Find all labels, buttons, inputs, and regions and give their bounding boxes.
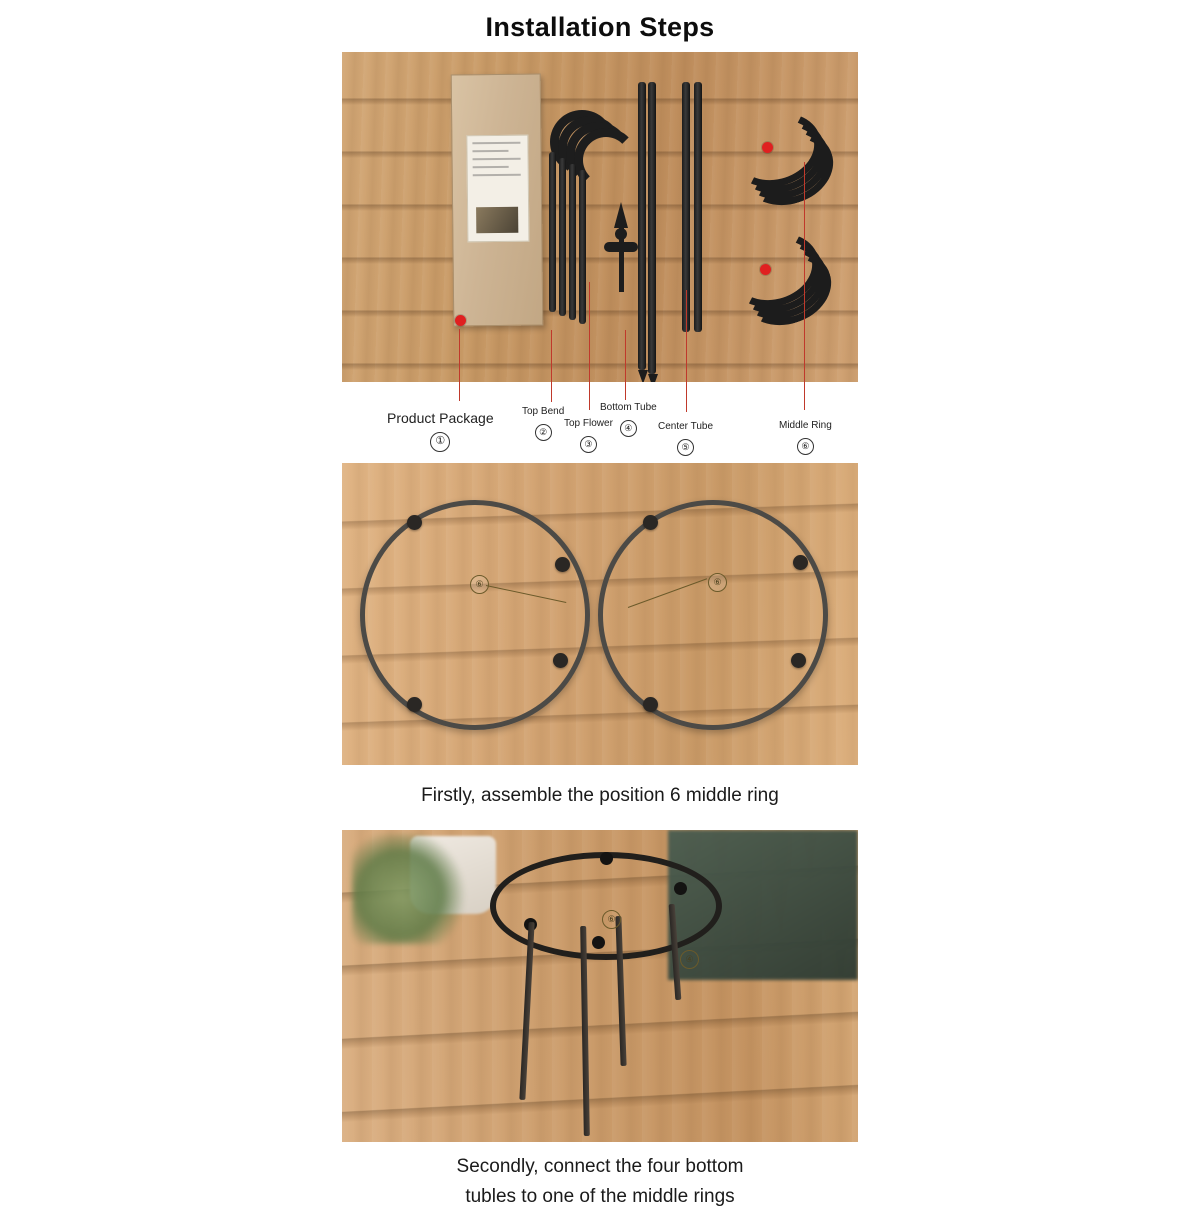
caption-step-2-line1: Secondly, connect the four bottom: [456, 1156, 744, 1177]
top-bend-shaft-4: [579, 170, 586, 324]
callout-middle-ring: Middle Ring ⑥: [779, 420, 832, 455]
caption-step-2: [0, 1152, 1200, 1213]
parts-callout-strip: [342, 382, 858, 457]
callout-product-package: Product Package ①: [387, 410, 494, 452]
ring-tag-left: ⑥: [470, 575, 489, 594]
center-tube-2: [694, 82, 702, 332]
leader-middle-ring: [804, 162, 805, 410]
bottom-tube-1: [638, 82, 646, 370]
top-bend-shaft-3: [569, 164, 576, 320]
callout-top-flower: Top Flower ③: [564, 418, 613, 453]
callout-center-tube: Center Tube ⑤: [658, 421, 713, 456]
marker-product-package: [455, 315, 466, 326]
caption-step-2-line2: tubles to one of the middle rings: [465, 1186, 735, 1208]
background-plant: [352, 834, 472, 944]
page-title: Installation Steps: [485, 12, 715, 42]
stand-tag-ring: ⑥: [602, 910, 621, 929]
wood-background: [342, 52, 858, 382]
middle-rings-photo: [342, 463, 858, 765]
ring-tag-right: ⑥: [708, 573, 727, 592]
middle-ring-right: [598, 500, 828, 730]
marker-middle-ring-top: [762, 142, 773, 153]
callout-top-bend: Top Bend ②: [522, 406, 564, 441]
top-bend-shaft-1: [549, 152, 556, 312]
top-flower-finial: [610, 202, 632, 292]
stand-tag-tube: ④: [680, 950, 699, 969]
assembled-stand-photo: [342, 830, 858, 1142]
callout-bottom-tube: Bottom Tube ④: [600, 402, 657, 437]
stand-top-ring: [490, 852, 722, 960]
caption-step-1: Firstly, assemble the position 6 middle ring: [421, 785, 779, 806]
parts-layout-photo: [342, 52, 858, 382]
product-package-box: [451, 74, 544, 327]
middle-ring-left: [360, 500, 590, 730]
bottom-tube-2: [648, 82, 656, 374]
package-label: [466, 135, 529, 243]
top-bend-shaft-2: [559, 158, 566, 316]
marker-middle-ring-bottom: [760, 264, 771, 275]
